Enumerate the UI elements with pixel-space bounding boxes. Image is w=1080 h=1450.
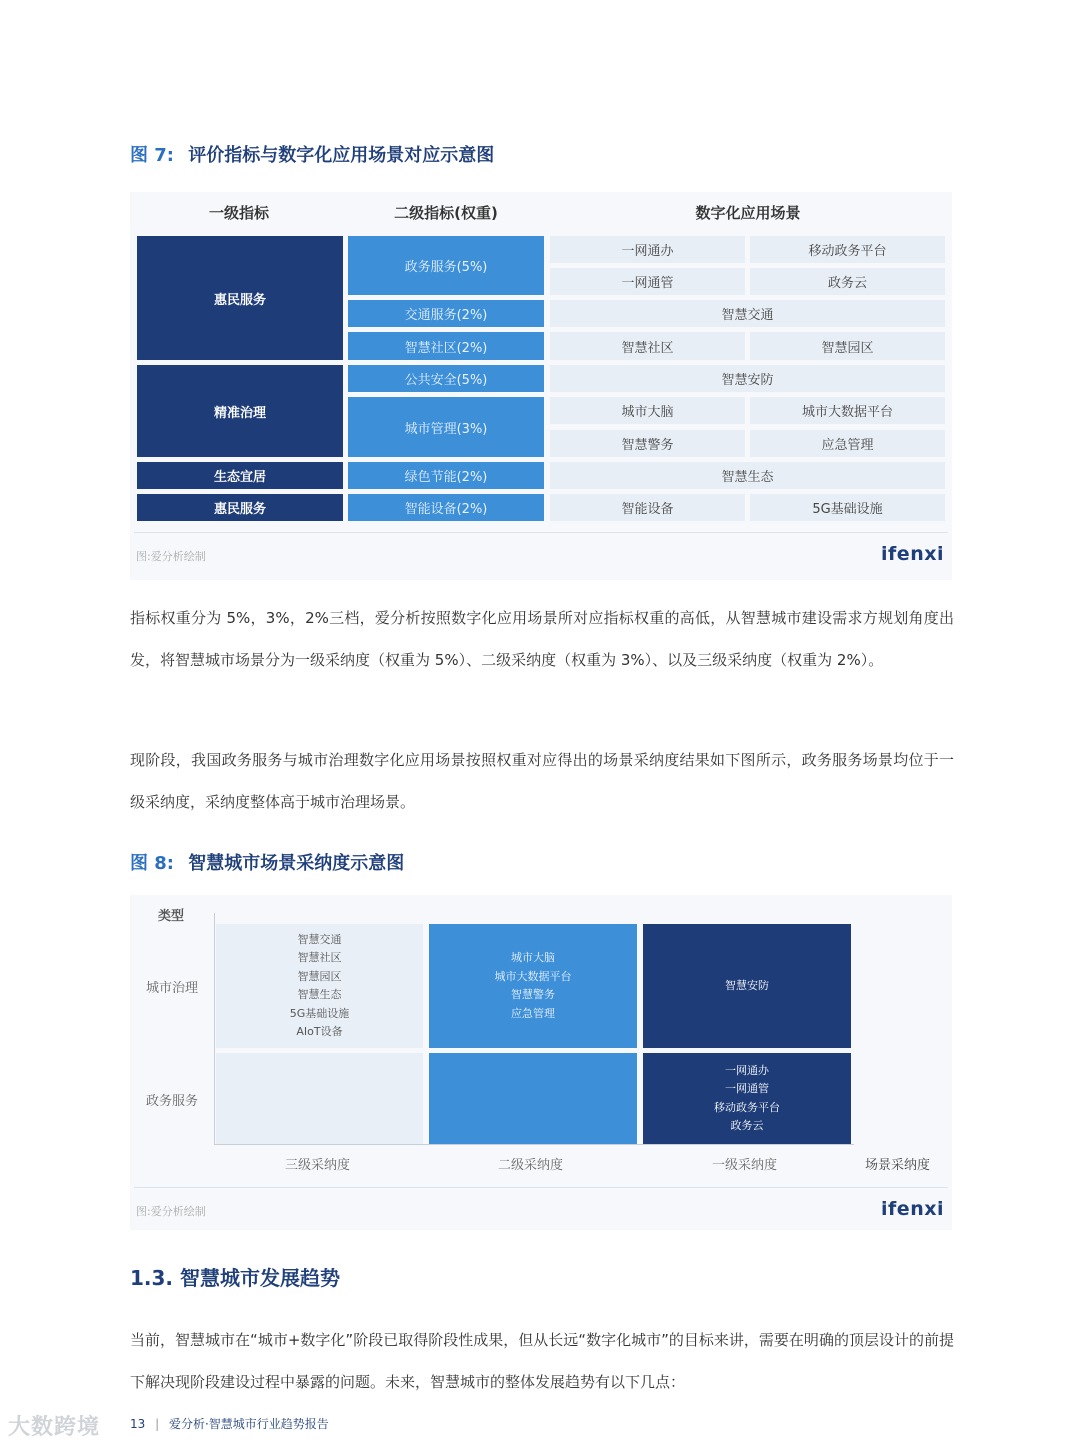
footer-text: 爱分析·智慧城市行业趋势报告 bbox=[168, 1417, 329, 1431]
figure8-title bbox=[130, 849, 404, 875]
level2-cell: 城市管理(3%) bbox=[348, 397, 544, 457]
figure8-title-text: 智慧城市场景采纳度示意图 bbox=[188, 853, 405, 874]
scene-cell: 智慧安防 bbox=[550, 365, 945, 392]
matrix-item: 智慧社区 bbox=[297, 951, 342, 964]
level2-cell: 公共安全(5%) bbox=[348, 365, 544, 392]
matrix-item: 智慧生态 bbox=[297, 988, 342, 1001]
y-category-label: 政务服务 bbox=[146, 1094, 199, 1109]
scene-cell: 政务云 bbox=[750, 268, 945, 295]
matrix-item: 城市大脑 bbox=[511, 951, 555, 964]
level2-cell: 智慧社区(2%) bbox=[348, 332, 544, 360]
ifenxi-logo: ifenxi bbox=[881, 1198, 944, 1220]
ifenxi-logo: ifenxi bbox=[881, 543, 944, 565]
scene-cell: 智能设备 bbox=[550, 494, 745, 521]
matrix-item: 智慧交通 bbox=[297, 932, 342, 946]
matrix-item: 移动政务平台 bbox=[714, 1100, 780, 1114]
matrix-item: 一网通管 bbox=[725, 1082, 769, 1095]
scene-cell: 城市大脑 bbox=[550, 397, 745, 424]
matrix-cell-gov-level1 bbox=[643, 1053, 851, 1144]
matrix-item: 一网通办 bbox=[725, 1063, 769, 1077]
paragraph-3: 当前，智慧城市在“城市+数字化”阶段已取得阶段性成果，但从长远“数字化城市”的目标来讲，需要在明确的顶层设计的前提下解决现阶段建设过程中暴露的问题。未来，智慧城市的整体发展趋势有以下几点： bbox=[130, 1331, 954, 1391]
header-scenes: 数字化应用场景 bbox=[695, 204, 801, 222]
scene-cell: 一网通管 bbox=[550, 268, 745, 295]
matrix-item: 应急管理 bbox=[511, 1006, 555, 1020]
x-category-label: 三级采纳度 bbox=[285, 1158, 351, 1173]
matrix-cell-city-level3 bbox=[216, 924, 423, 1048]
y-axis-line bbox=[214, 913, 215, 1145]
scene-cell: 5G基础设施 bbox=[750, 494, 945, 521]
page-footer: 13 | 爱分析·智慧城市行业趋势报告 bbox=[130, 1417, 329, 1431]
paragraph-2: 现阶段，我国政务服务与城市治理数字化应用场景按照权重对应得出的场景采纳度结果如下图所示，政务服务场景均位于一级采纳度，采纳度整体高于城市治理场景。 bbox=[130, 751, 954, 811]
figure8-divider bbox=[134, 1187, 948, 1188]
matrix-item: AIoT设备 bbox=[296, 1025, 343, 1038]
scene-cell: 智慧交通 bbox=[550, 300, 945, 327]
matrix-cell-city-level2 bbox=[429, 924, 637, 1048]
figure8-label: 图 8: bbox=[130, 853, 174, 874]
header-level2: 二级指标(权重) bbox=[394, 204, 498, 222]
scene-cell: 智慧园区 bbox=[750, 332, 945, 360]
figure7-title-text: 评价指标与数字化应用场景对应示意图 bbox=[188, 145, 495, 166]
x-axis-title: 场景采纳度 bbox=[865, 1158, 931, 1173]
page-number: 13 bbox=[130, 1417, 146, 1431]
level1-cell: 生态宜居 bbox=[137, 462, 343, 489]
matrix-cell-city-level1 bbox=[643, 924, 851, 1048]
scene-cell: 应急管理 bbox=[750, 430, 945, 457]
figure7-source: 图:爱分析绘制 bbox=[136, 550, 206, 563]
scene-cell: 智慧警务 bbox=[550, 430, 745, 457]
level2-cell: 交通服务(2%) bbox=[348, 300, 544, 327]
matrix-item: 智慧安防 bbox=[725, 978, 769, 992]
matrix-cell-gov-level3 bbox=[216, 1053, 423, 1144]
matrix-item: 5G基础设施 bbox=[289, 1006, 350, 1020]
watermark: 大数跨境 bbox=[8, 1415, 101, 1440]
level2-cell: 智能设备(2%) bbox=[348, 494, 544, 521]
matrix-item: 政务云 bbox=[730, 1119, 764, 1132]
figure7-divider bbox=[134, 532, 948, 533]
section-title: 1.3. 智慧城市发展趋势 bbox=[130, 1266, 340, 1290]
scene-cell: 智慧社区 bbox=[550, 332, 745, 360]
matrix-item: 智慧园区 bbox=[297, 969, 342, 983]
matrix-item: 城市大数据平台 bbox=[494, 969, 572, 983]
paragraph-1: 指标权重分为 5%，3%，2%三档，爱分析按照数字化应用场景所对应指标权重的高低，从智慧城市建设需求方规划角度出发，将智慧城市场景分为一级采纳度（权重为 5%）、二级采纳度（权重为 3%）、以及三级采纳度（权重为 2%）。 bbox=[130, 609, 954, 669]
figure7-title bbox=[130, 141, 494, 167]
scene-cell: 城市大数据平台 bbox=[750, 397, 945, 424]
level1-cell: 惠民服务 bbox=[137, 236, 343, 360]
matrix-item: 智慧警务 bbox=[511, 988, 555, 1001]
level1-cell: 惠民服务 bbox=[137, 494, 343, 521]
x-category-label: 二级采纳度 bbox=[498, 1158, 564, 1173]
figure8-matrix bbox=[130, 895, 952, 1230]
y-category-label: 城市治理 bbox=[146, 981, 199, 996]
scene-cell: 一网通办 bbox=[550, 236, 745, 263]
level2-cell: 政务服务(5%) bbox=[348, 236, 544, 295]
level2-cell: 绿色节能(2%) bbox=[348, 462, 544, 489]
level1-cell: 精准治理 bbox=[137, 365, 343, 457]
y-axis-title: 类型 bbox=[158, 909, 185, 924]
x-axis-line bbox=[214, 1144, 854, 1145]
header-level1: 一级指标 bbox=[208, 204, 269, 222]
figure7-label: 图 7: bbox=[130, 145, 174, 166]
scene-cell: 移动政务平台 bbox=[750, 236, 945, 263]
matrix-cell-gov-level2 bbox=[429, 1053, 637, 1144]
figure7-table bbox=[130, 192, 952, 580]
scene-cell: 智慧生态 bbox=[550, 462, 945, 489]
figure8-source: 图:爱分析绘制 bbox=[136, 1205, 206, 1218]
x-category-label: 一级采纳度 bbox=[712, 1158, 778, 1173]
